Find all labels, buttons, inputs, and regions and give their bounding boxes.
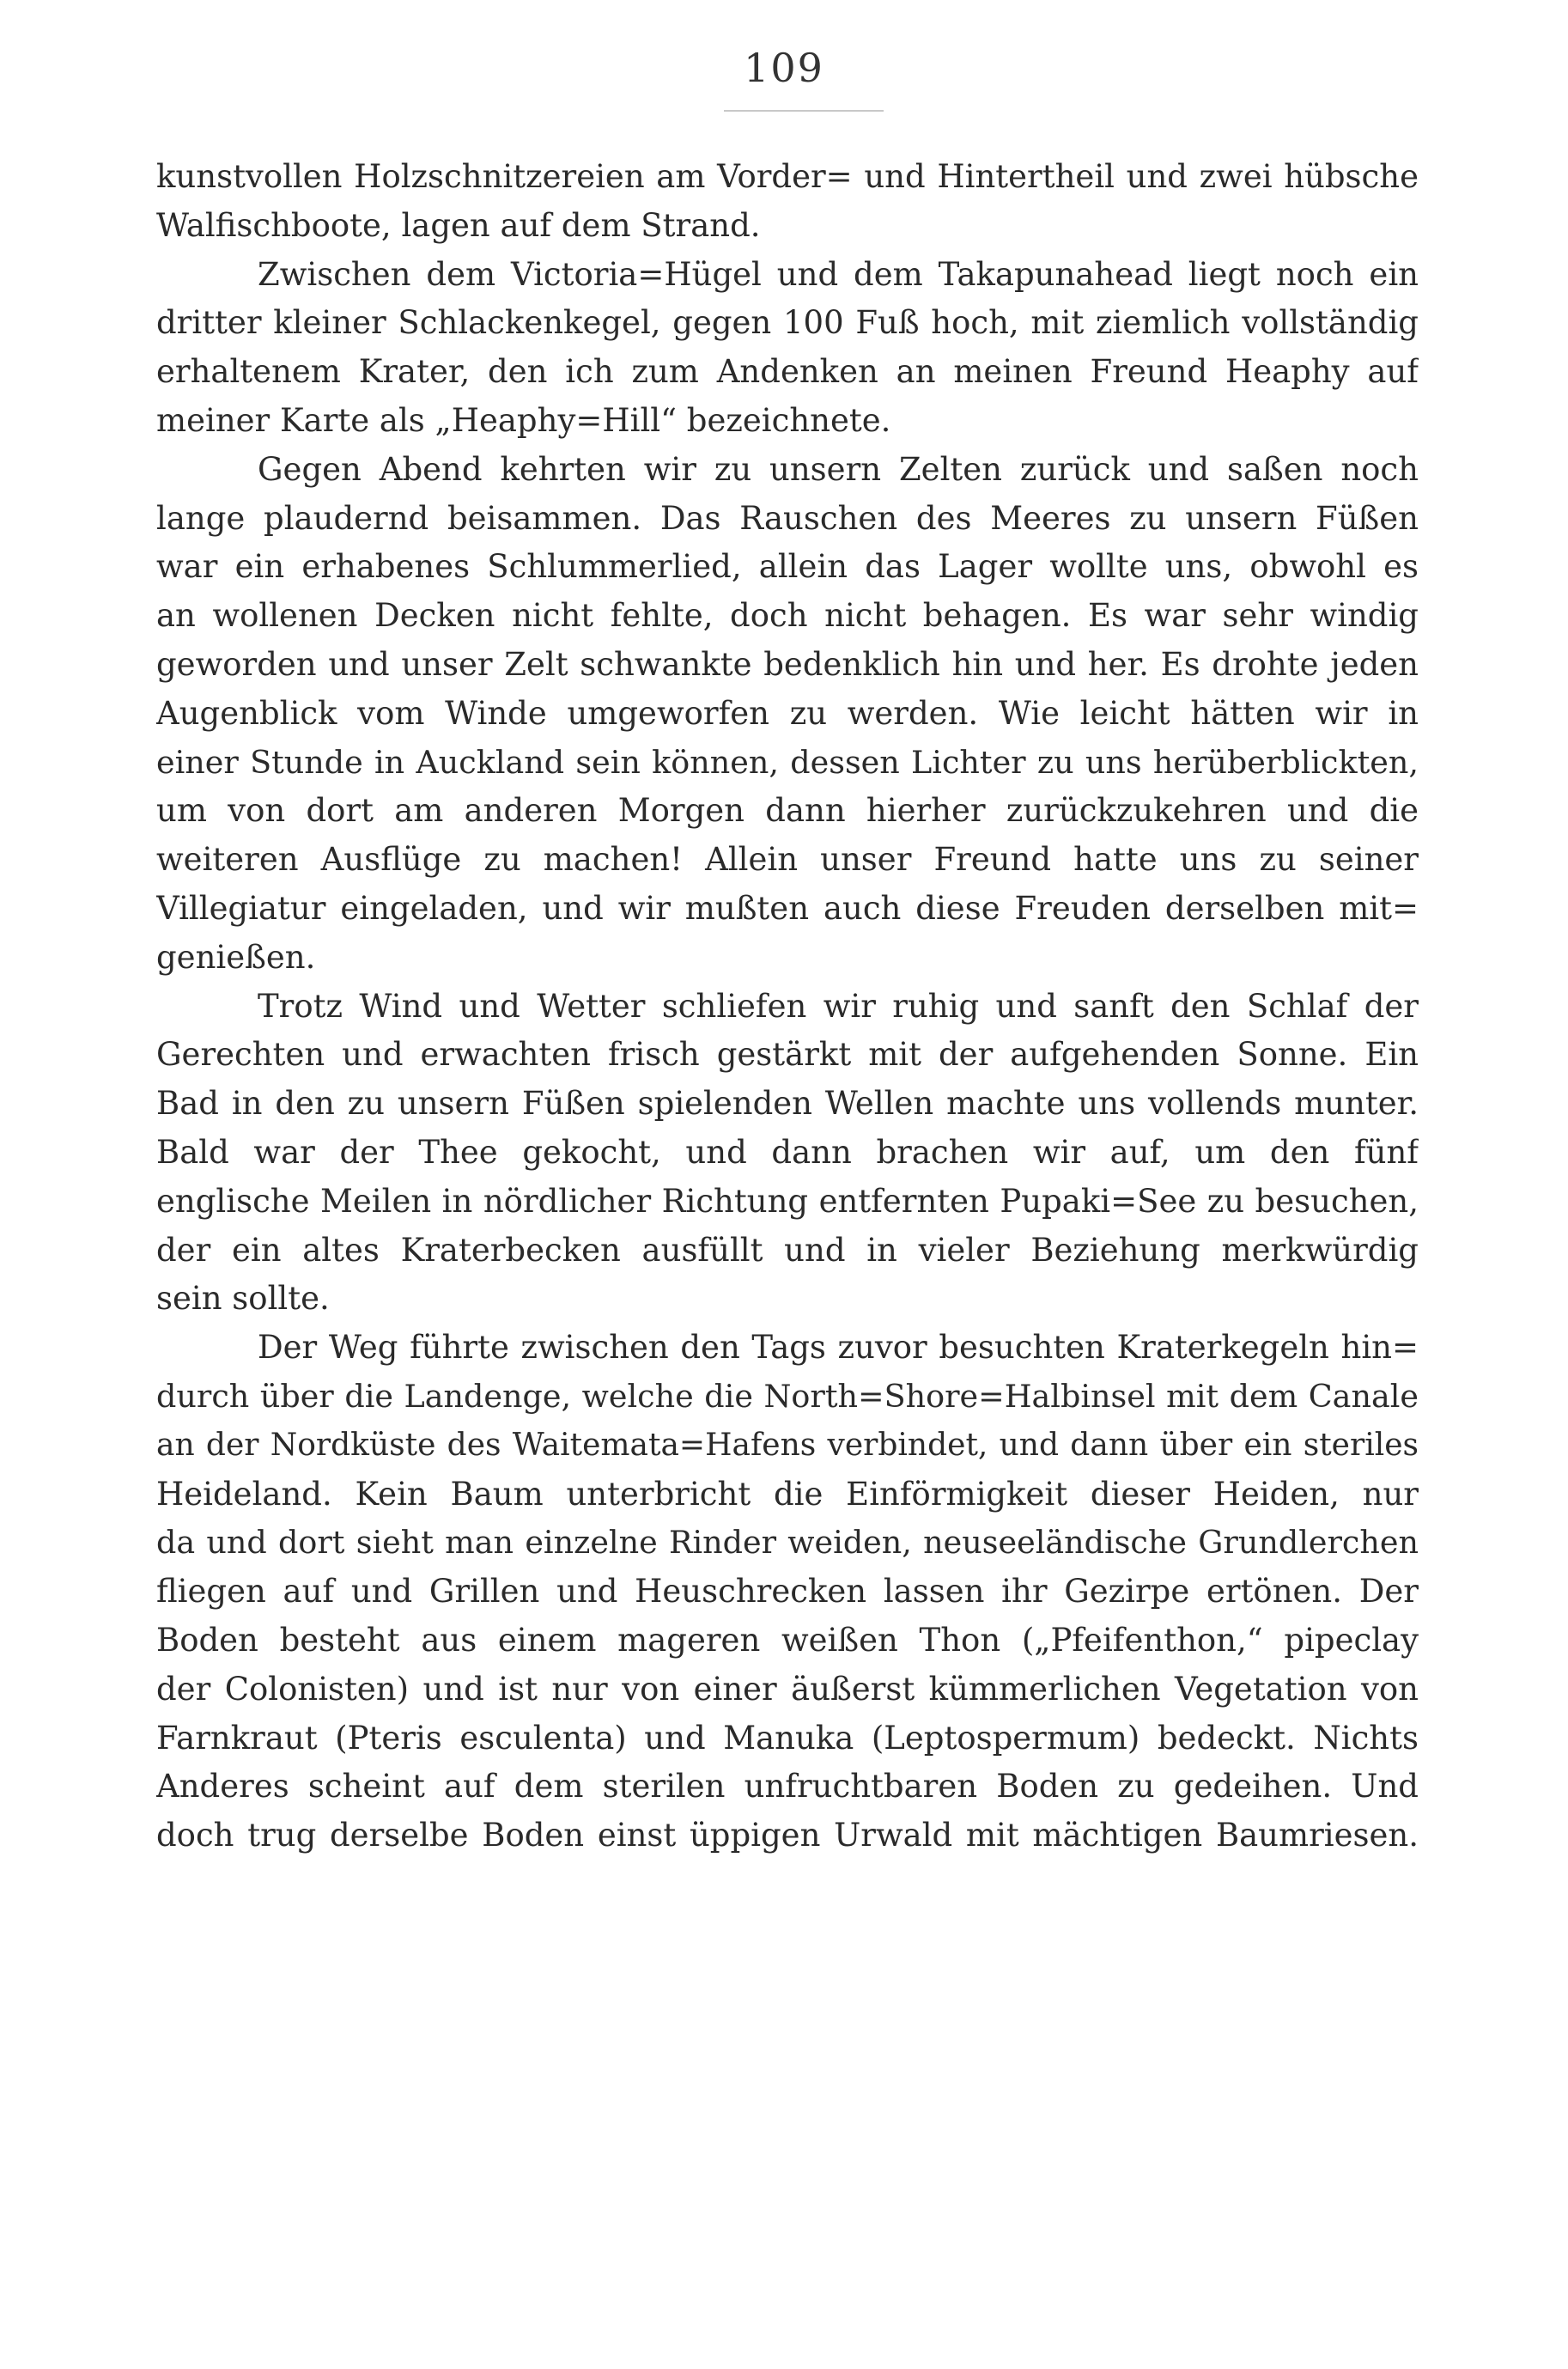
text-line: erhaltenem Krater, den ich zum Andenken an meinen Freund Heaphy auf	[156, 353, 1419, 391]
text-line: da und dort sieht man einzelne Rinder weiden, neuseeländische Grundlerchen	[156, 1524, 1419, 1562]
text-line: um von dort am anderen Morgen dann hierher zurückzukehren und die	[156, 792, 1419, 830]
text-line: Gerechten und erwachten frisch gestärkt mit der aufgehenden Sonne. Ein	[156, 1036, 1419, 1074]
text-line: Der Weg führte zwischen den Tags zuvor besuchten Kraterkegeln hin=	[258, 1329, 1419, 1367]
text-line: Boden besteht aus einem mageren weißen Thon („Pfeifenthon,“ pipeclay	[156, 1621, 1419, 1659]
text-line: fliegen auf und Grillen und Heuschrecken lassen ihr Gezirpe ertönen. Der	[156, 1573, 1419, 1611]
text-line: Bald war der Thee gekocht, und dann brachen wir auf, um den fünf	[156, 1133, 1419, 1171]
page-number: 109	[744, 45, 824, 91]
text-line: durch über die Landenge, welche die North=Shore=Halbinsel mit dem Canale	[156, 1377, 1419, 1415]
text-line: englische Meilen in nördlicher Richtung entfernten Pupaki=See zu besuchen,	[156, 1182, 1419, 1220]
text-line: Villegiatur eingeladen, und wir mußten auch diese Freuden derselben mit=	[156, 889, 1419, 927]
text-line: weiteren Ausflüge zu machen! Allein unser Freund hatte uns zu seiner	[156, 841, 1419, 879]
text-line: Farnkraut (Pteris esculenta) und Manuka (Leptospermum) bedeckt. Nichts	[156, 1719, 1419, 1757]
text-line: der ein altes Kraterbecken ausfüllt und in vieler Beziehung merkwürdig	[156, 1231, 1419, 1269]
text-line: war ein erhabenes Schlummerlied, allein das Lager wollte uns, obwohl es	[156, 548, 1419, 586]
text-line: der Colonisten) und ist nur von einer äußerst kümmerlichen Vegetation von	[156, 1670, 1419, 1708]
text-line: doch trug derselbe Boden einst üppigen Urwald mit mächtigen Baumriesen.	[156, 1817, 1419, 1854]
text-line: Anderes scheint auf dem sterilen unfruchtbaren Boden zu gedeihen. Und	[156, 1768, 1419, 1806]
text-line: Zwischen dem Victoria=Hügel und dem Takapunahead liegt noch ein	[258, 255, 1419, 293]
text-line: sein sollte.	[156, 1280, 330, 1318]
text-line: meiner Karte als „Heaphy=Hill“ bezeichnete.	[156, 401, 891, 439]
text-line: Heideland. Kein Baum unterbricht die Einförmigkeit dieser Heiden, nur	[156, 1475, 1419, 1513]
text-line: Bad in den zu unsern Füßen spielenden Wellen machte uns vollends munter.	[156, 1085, 1419, 1123]
text-line: an wollenen Decken nicht fehlte, doch nicht behagen. Es war sehr windig	[156, 597, 1419, 635]
text-line: kunstvollen Holzschnitzereien am Vorder= und Hintertheil und zwei hübsche	[156, 158, 1419, 195]
text-line: einer Stunde in Auckland sein können, dessen Lichter zu uns herüberblickten,	[156, 743, 1419, 781]
text-line: genießen.	[156, 938, 316, 976]
text-line: dritter kleiner Schlackenkegel, gegen 100 Fuß hoch, mit ziemlich vollständig	[156, 304, 1419, 342]
text-line: an der Nordküste des Waitemata=Hafens verbindet, und dann über ein steriles	[156, 1427, 1419, 1463]
text-line: lange plaudernd beisammen. Das Rauschen des Meeres zu unsern Füßen	[156, 499, 1419, 537]
header-rule	[724, 110, 884, 112]
text-line: Augenblick vom Winde umgeworfen zu werden. Wie leicht hätten wir in	[156, 694, 1419, 732]
text-line: Walfischboote, lagen auf dem Strand.	[156, 206, 761, 244]
text-line: geworden und unser Zelt schwankte bedenklich hin und her. Es drohte jeden	[156, 645, 1419, 683]
body-text	[156, 153, 1419, 1860]
text-line: Gegen Abend kehrten wir zu unsern Zelten zurück und saßen noch	[258, 450, 1419, 488]
text-line: Trotz Wind und Wetter schliefen wir ruhig und sanft den Schlaf der	[258, 987, 1419, 1025]
